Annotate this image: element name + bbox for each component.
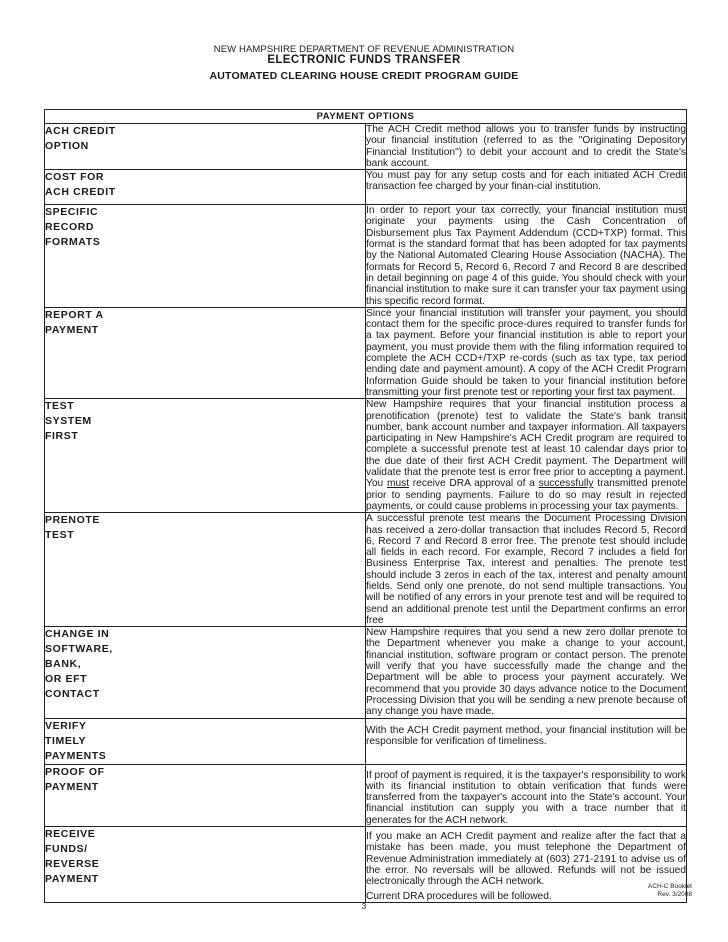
row-text: If proof of payment is required, it is the taxpayer's responsibility to work with its financial institution to obtain verification that funds were transferred from the taxpayer's account into the State's account. Your financial institution can supply you with a trace number that it generates for the ACH network. [366, 764, 687, 826]
payment-options-table [44, 109, 687, 903]
row-text: A successful prenote test means the Document Processing Division has received a zero-dollar transaction that includes Record 5, Record 6, Record 7 and Record 8 error free. The prenote test should include all fields in each record. For example, Record 7 includes a field for Business Enterprise Tax, interest and penalties. The prenote test should include 3 zeros in each of the tax, interest and penalty amount fields. Send only one prenote, do not send multiple transactions. You will be notified of any errors in your prenote test and will be required to send an additional prenote test until the Department confirms an error free [366, 513, 686, 626]
row-proof-of-payment [45, 764, 687, 826]
row-label: PRENOTE TEST [45, 513, 366, 627]
document-title: ELECTRONIC FUNDS TRANSFER [267, 54, 461, 66]
row-text: You must pay for any setup costs and for each initiated ACH Credit transaction fee charged by your finan-cial institution. [366, 170, 687, 205]
row-prenote-test [45, 513, 687, 627]
row-label: TEST SYSTEM FIRST [45, 399, 366, 513]
row-receive-funds-reverse-payment [45, 827, 687, 903]
row-label: RECEIVE FUNDS/ REVERSE PAYMENT [45, 827, 366, 903]
row-label: PROOF OF PAYMENT [45, 764, 366, 826]
row-label: ACH CREDIT OPTION [45, 124, 366, 170]
page-number: 3 [361, 902, 367, 911]
row-text: New Hampshire requires that you send a new zero dollar prenote to the Department whenever you make a change to your account, financial institution, software program or contact person. The prenote will verify that you have successfully made the change and the Department will be able to process your payment accurately. We recommend that you provide 30 days advance notice to the Document Processing Division that you will be sending a new prenote because of any change you have made. [366, 627, 686, 718]
row-verify-timely-payments [45, 718, 687, 764]
row-ach-credit-option [45, 124, 687, 170]
row-text: If you make an ACH Credit payment and realize after the fact that a mistake has been made, you must telephone the Department of Revenue Administration immediately at (603) 271-2191 to advise us of the error. No reversals will be allowed. Refunds will not be issued electronically through the ACH network. Current DRA procedures will be followed. [366, 827, 687, 903]
booklet-revision: ACH-C Booklet Rev. 3/2008 [647, 883, 692, 898]
row-label: REPORT A PAYMENT [45, 307, 366, 398]
row-text: With the ACH Credit payment method, your financial institution will be responsible for verification of timeliness. [366, 718, 687, 764]
document-subtitle: AUTOMATED CLEARING HOUSE CREDIT PROGRAM GUIDE [209, 70, 519, 82]
row-label: CHANGE IN SOFTWARE, BANK, OR EFT CONTACT [45, 627, 366, 718]
row-change-in-software [45, 627, 687, 718]
row-specific-record-formats [45, 205, 687, 308]
row-text: In order to report your tax correctly, your financial institution must originate your payments using the Cash Concentration of Disbursement plus Tax Payment Addendum (CCD+TXP) format. This format is the standard format that has been adopted for tax payments by the National Automated Clearing House Association (NACHA). The formats for Record 5, Record 6, Record 7 and Record 8 are described in detail beginning on page 4 of this guide. You should check with your financial institution to make sure it can transfer your tax payment using this specific record format. [366, 205, 686, 307]
row-label: VERIFY TIMELY PAYMENTS [45, 718, 366, 764]
row-report-a-payment [45, 307, 687, 398]
row-test-system-first [45, 399, 687, 513]
row-label: COST FOR ACH CREDIT [45, 170, 366, 205]
row-cost-for-ach-credit [45, 170, 687, 205]
table-title: PAYMENT OPTIONS [316, 111, 415, 122]
row-text: New Hampshire requires that your financial institution process a prenotification (prenote) test to validate the State's bank transit number, bank account number and taxpayer information. All taxpayers participating in New Hampshire's ACH Credit program are required to complete a successful prenote test at least 10 calendar days prior to the due date of their first ACH Credit payment. The Department will validate that the prenote test is error free prior to accepting a payment. You must receive DRA approval of a successfully transmitted prenote prior to sending payments. Failure to do so may result in rejected payments, or could cause problems in processing your tax payments. [366, 399, 686, 512]
agency-name: NEW HAMPSHIRE DEPARTMENT OF REVENUE ADMINISTRATION [213, 44, 515, 55]
row-text: Since your financial institution will transfer your payment, you should contact them for the specific proce-dures required to transfer funds for a tax payment. Before your financial institution is able to report your payment, you must provide them with the filing information required to complete the ACH CCD+/TXP re-cords (such as tax type, tax period ending date and payment amount). A copy of the ACH Credit Program Information Guide should be taken to your financial institution before transmitting your first prenote test or reporting your first tax payment. [366, 307, 686, 398]
row-text: The ACH Credit method allows you to transfer funds by instructing your financial institution (referred to as the "Originating Depository Financial Institution") to debit your account and to credit the State's bank account. [366, 124, 686, 169]
row-label: SPECIFIC RECORD FORMATS [45, 205, 366, 308]
